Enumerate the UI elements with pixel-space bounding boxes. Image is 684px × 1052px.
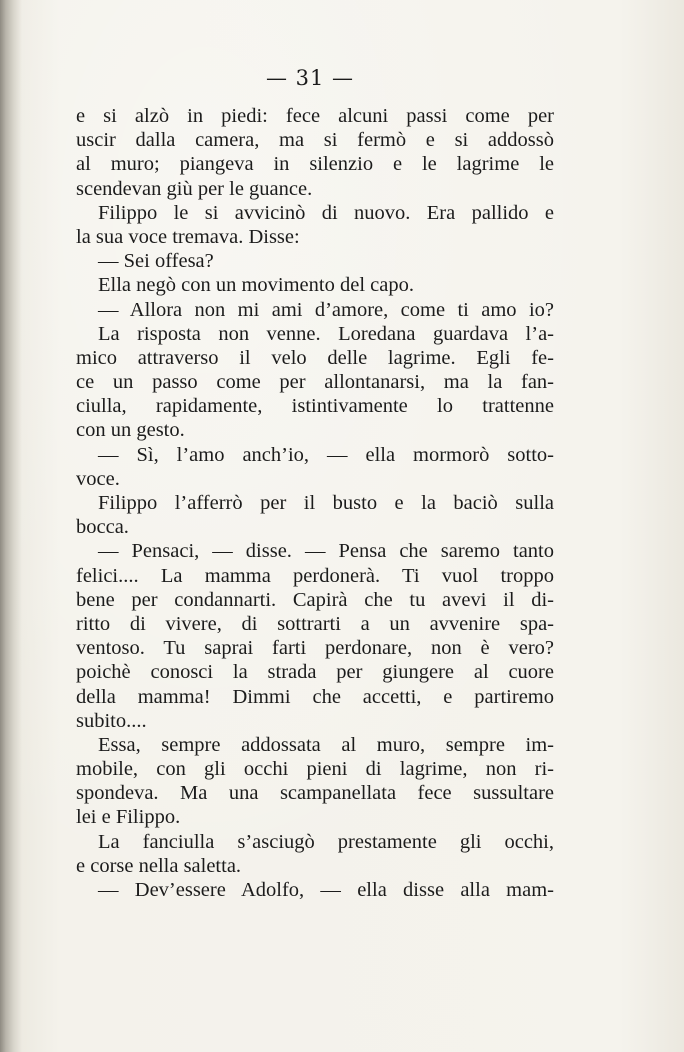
text-line: con un gesto.: [76, 419, 185, 442]
text-line: mobile, con gli occhi pieni di lagrime, non ri-: [76, 758, 554, 781]
text-line: mico attraverso il velo delle lagrime. Egli fe-: [76, 346, 554, 369]
text-line: La risposta non venne. Loredana guardava l’a-: [98, 322, 554, 345]
text-line: ciulla, rapidamente, istintivamente lo trattenne: [76, 395, 554, 418]
text-line: e corse nella saletta.: [76, 854, 242, 877]
text-line: bocca.: [76, 516, 129, 539]
text-line: ventoso. Tu saprai farti perdonare, non è vero?: [76, 637, 554, 660]
text-line: — Allora non mi ami d’amore, come ti amo io?: [98, 298, 554, 321]
page-spine-shadow: [0, 0, 22, 1052]
text-line: Filippo l’afferrò per il busto e la baciò sulla: [98, 492, 554, 514]
text-line: Essa, sempre addossata al muro, sempre im-: [98, 733, 554, 756]
page-number: — 31 —: [265, 66, 355, 90]
text-line: subito....: [76, 709, 147, 732]
text-line: spondeva. Ma una scampanellata fece sussultare: [76, 782, 554, 805]
body-text: [76, 104, 554, 902]
text-line: la sua voce tremava. Disse:: [76, 225, 300, 248]
text-line: ritto di vivere, di sottrarti a un avvenire spa-: [76, 612, 554, 635]
text-line: — Pensaci, — disse. — Pensa che saremo tanto: [98, 540, 554, 563]
text-line: — Sì, l’amo anch’io, — ella mormorò sotto-: [98, 443, 554, 466]
text-line: scendevan giù per le guance.: [76, 177, 313, 200]
text-line: Filippo le si avvicinò di nuovo. Era pallido e: [98, 201, 554, 224]
text-line: voce.: [76, 467, 120, 490]
text-line: felici.... La mamma perdonerà. Ti vuol troppo: [76, 564, 554, 587]
text-line: uscir dalla camera, ma si fermò e si addossò: [76, 129, 554, 152]
text-line: e si alzò in piedi: fece alcuni passi come per: [76, 105, 554, 127]
text-line: La fanciulla s’asciugò prestamente gli occhi,: [98, 830, 554, 853]
text-line: al muro; piangeva in silenzio e le lagrime le: [76, 153, 554, 176]
text-line: della mamma! Dimmi che accetti, e partiremo: [76, 685, 554, 708]
text-line: — Sei offesa?: [98, 250, 214, 273]
text-line: poichè conosci la strada per giungere al cuore: [76, 661, 554, 684]
text-line: Ella negò con un movimento del capo.: [98, 274, 414, 297]
text-line: bene per condannarti. Capirà che tu avevi il di-: [76, 588, 554, 611]
text-line: lei e Filippo.: [76, 806, 181, 829]
text-line: — Dev’essere Adolfo, — ella disse alla mam-: [98, 879, 554, 901]
text-line: ce un passo come per allontanarsi, ma la fan-: [76, 371, 554, 394]
